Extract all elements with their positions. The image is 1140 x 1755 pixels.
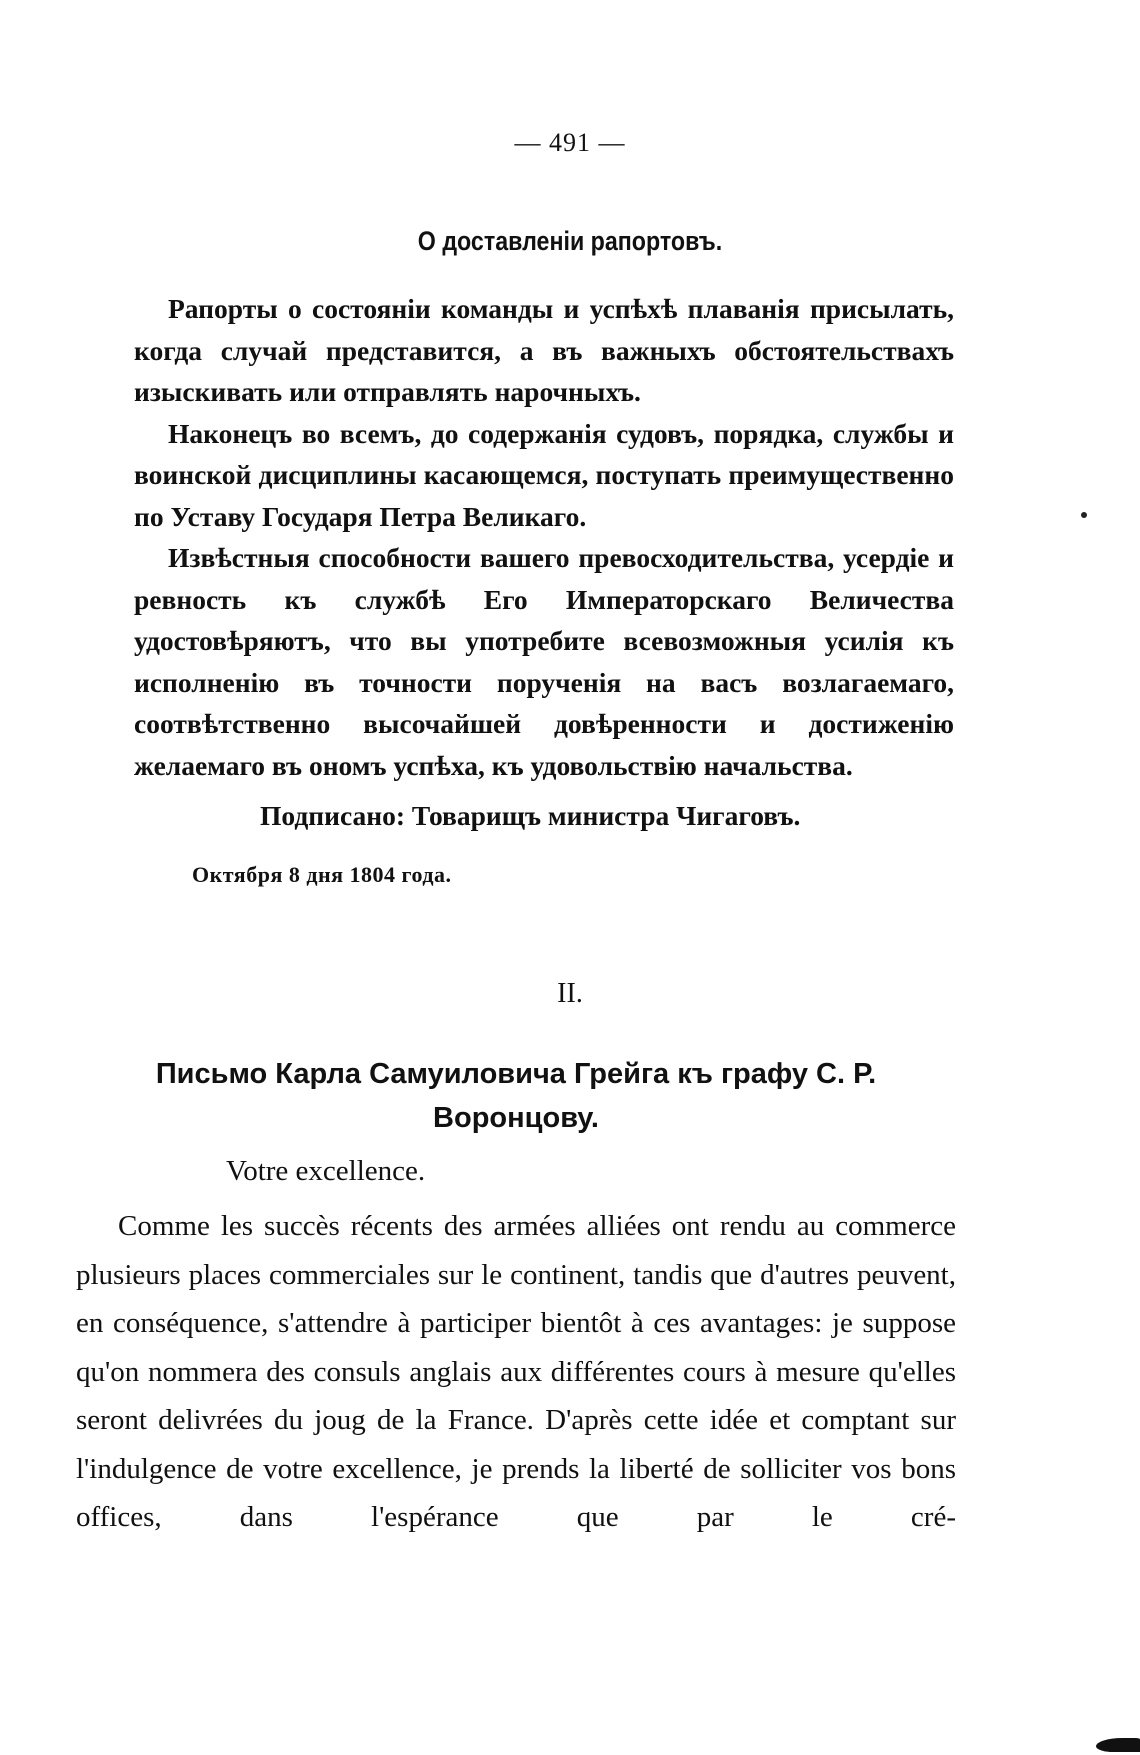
section-number: II. — [557, 978, 583, 1009]
letter-salutation: Votre excellence. — [226, 1155, 426, 1187]
paragraph: Извѣстныя способности вашего превосходительства, усердіе и ревность къ службѣ Его Императорскаго Величества удостовѣряютъ, что вы употребите всевозможныя усилія къ исполненію въ точности порученія на васъ возлагаемаго, соотвѣтственно высочайшей довѣренности и достиженію желаемаго въ ономъ успѣха, къ удовольствію начальства. — [134, 542, 954, 781]
date-line: Октября 8 дня 1804 года. — [192, 862, 452, 887]
section-title-reports: О доставленіи рапортовъ. — [417, 226, 723, 256]
letter-body — [76, 1202, 956, 1542]
page-number: — 491 — — [514, 128, 626, 157]
paragraph: Рапорты о состояніи команды и успѣхѣ плаванія присылать, когда случай представится, а въ важныхъ обстоятельствахъ изыскивать или отправлять нарочныхъ. — [134, 293, 954, 407]
scan-speck-mark — [1081, 512, 1087, 518]
paragraph: Наконецъ во всемъ, до содержанія судовъ, порядка, службы и воинской дисциплины касающемся, поступать преимущественно по Уставу Государя Петра Великаго. — [134, 417, 954, 532]
paragraph: Comme les succès récents des armées alliées ont rendu au commerce plusieurs places commerciales sur le continent, tandis que d'autres peuvent, en conséquence, s'attendre à participer bientôt à ces avantages: je suppose qu'on nommera des consuls anglais aux différentes cours à mesure qu'elles seront delivrées du joug de la France. D'après cette idée et comptant sur l'indulgence de votre excellence, je prends la liberté de solliciter vos bons offices, dans l'espérance que par le cré- — [76, 1210, 956, 1533]
letter-title: Письмо Карла Самуиловича Грейга къ графу С. Р. Воронцову. — [155, 1058, 877, 1134]
section-body-reports — [134, 288, 954, 786]
signature-line: Подписано: Товарищъ министра Чигаговъ. — [260, 800, 801, 831]
scan-corner-mark — [1096, 1738, 1140, 1752]
